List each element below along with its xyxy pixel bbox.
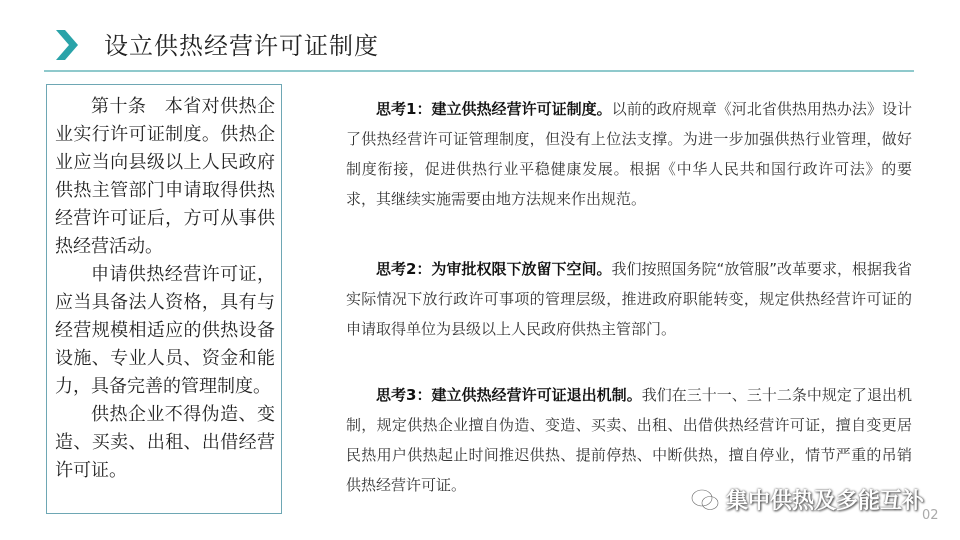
thought-3-heading: 思考3：建立供热经营许可证退出机制。 xyxy=(376,386,642,404)
watermark xyxy=(690,484,924,515)
chevron-right-icon xyxy=(56,30,78,60)
thought-2-body: 我们按照国务院“放管服”改革要求，根据我省实际情况下放行政许可事项的管理层级，推进政府职能转变，规定供热经营许可证的申请取得单位为县级以上人民政府供热主管部门。 xyxy=(346,260,912,338)
regulation-article-box xyxy=(46,84,282,514)
thought-3-body: 我们在三十一、三十二条中规定了退出机制，规定供热企业擅自伪造、变造、买卖、出租、出借供热经营许可证，擅自变更居民热用户供热起止时间推迟供热、提前停热、中断供热，擅自停业，情节严重的吊销供热经营许可证。 xyxy=(346,386,912,494)
thought-2 xyxy=(346,254,912,344)
article-paragraph: 供热企业不得伪造、变造、买卖、出租、出借经营许可证。 xyxy=(55,404,275,481)
title-divider xyxy=(44,70,914,72)
page-number: 02 xyxy=(922,508,939,523)
thought-1 xyxy=(346,94,912,214)
thought-2-heading: 思考2：为审批权限下放留下空间。 xyxy=(376,260,612,278)
watermark-text: 集中供热及多能互补 xyxy=(726,489,925,514)
thought-1-body: 以前的政府规章《河北省供热用热办法》设计了供热经营许可证管理制度，但没有上位法支撑。为进一步加强供热行业管理，做好制度衔接，促进供热行业平稳健康发展。根据《中华人民共和国行政许可法》的要求，其继续实施需要由地方法规来作出规范。 xyxy=(346,100,912,208)
thought-1-heading: 思考1：建立供热经营许可证制度。 xyxy=(376,100,612,118)
thought-3 xyxy=(346,380,912,500)
page-title: 设立供热经营许可证制度 xyxy=(104,32,379,60)
wechat-icon xyxy=(690,487,720,513)
article-paragraph: 第十条 本省对供热企业实行许可证制度。供热企业应当向县级以上人民政府供热主管部门申请取得供热经营许可证后，方可从事供热经营活动。 xyxy=(55,96,275,257)
article-paragraph: 申请供热经营许可证，应当具备法人资格，具有与经营规模相适应的供热设备设施、专业人员、资金和能力，具备完善的管理制度。 xyxy=(55,264,275,397)
